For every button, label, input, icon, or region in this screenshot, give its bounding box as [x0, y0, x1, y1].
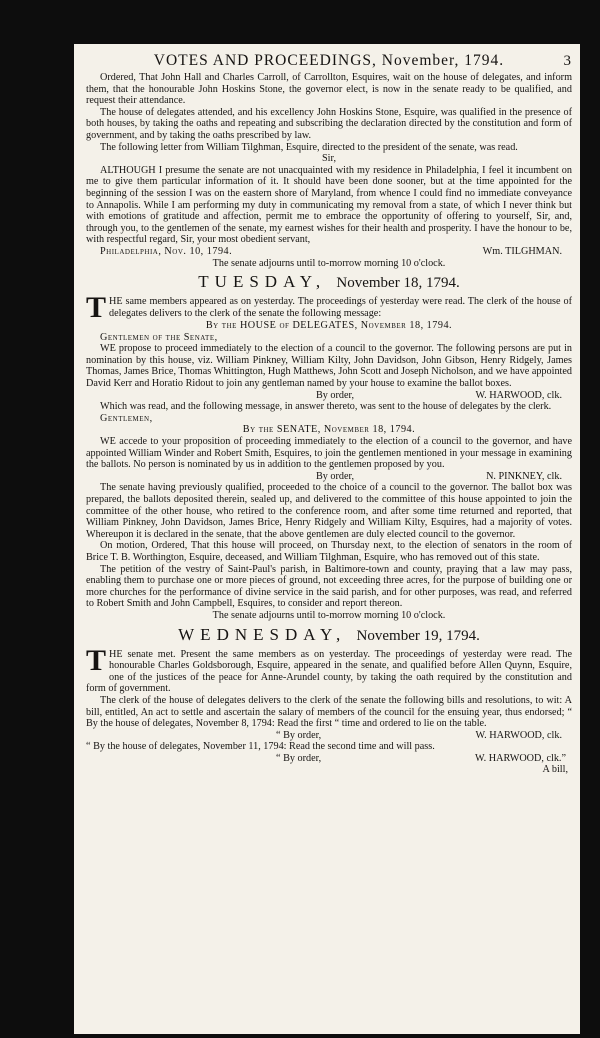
adjournment-notice: The senate adjourns until to-morrow morning 10 o'clock. [212, 257, 446, 269]
adjournment-notice: The senate adjourns until to-morrow morning 10 o'clock. [212, 609, 446, 621]
ballot-paragraph: The senate having previously qualified, proceeded to the choice of a council to the governor. The ballot box was prepared, the ballots deposited therein, sealed up, and delivered to the committee of this house appointed to join the committee of the other house, who retired to the conference room, and after some time returned and reported, that William Pinkney, John Davidson, James Brice, Henry Ridgely and William Kilty, Esquires, had a majority of votes. Whereupon it is declared in the senate, that the above gentlemen are duly elected council to the governor. [86, 482, 572, 540]
page-number: 3 [563, 53, 572, 69]
clerk-signature: W. HARWOOD, clk. [475, 389, 562, 401]
day-date: November 18, 1794. [336, 275, 460, 292]
delegates-message: WE propose to proceed immediately to the election of a council to the governor. The following persons are put in nomination by this house, viz. William Pinkney, William Kilty, John Davidson, John Gibson, Henry Ridgely, James Thomas, James Brice, Thomas Whittington, Hugh Matthews, John Scott and Joseph Nicholson, and we have appointed David Kerr and Horatio Ridout to join any gentleman named by your house to examine the ballot boxes. [86, 343, 572, 390]
order-signature-line [86, 471, 572, 483]
delegates-message-heading: By the HOUSE of DELEGATES, November 18, 1794. [205, 320, 453, 332]
letter-body: ALTHOUGH I presume the senate are not unacquainted with my residence in Philadelphia, I feel it incumbent on me to give them particular information of it. It should have been done sooner, but at the time appointed for the beginning of the session I was on the eastern shore of Maryland, from whence I could find no immediate conveyance to Annapolis. While I am performing my duty in communicating my removal from a state, of which I never think but with emotions of gratitude and affection, permit me to embrace the opportunity of offering to yourself, Sir, and, through you, to the gentlemen of the senate, my earnest wishes for their health and prosperity. I have the honour to be, with respectful regard, Sir, your most obedient servant, [86, 164, 572, 246]
day-date: November 19, 1794. [356, 627, 480, 644]
answer-address: Gentlemen, [100, 412, 153, 424]
qualification-paragraph: The house of delegates attended, and his excellency John Hoskins Stone, Esquire, was qualified in the presence of both houses, by taking the oaths and repeating and subscribing the declaration directed by the constitution and form of government, and by taking the oaths prescribed by law. [86, 106, 572, 141]
by-order-label: By order, [316, 470, 355, 482]
answer-intro: Which was read, and the following message, in answer thereto, was sent to the house of delegates by the clerk. [100, 401, 552, 413]
bills-paragraph: The clerk of the house of delegates delivers to the clerk of the senate the following bills and resolutions, to wit: A bill, entitled, An act to settle and ascertain the salary of members of the council for the ensuing year, thus endorsed; “ By the house of delegates, November 8, 1794: Read the first “ time and ordered to lie on the table. [86, 694, 572, 730]
tuesday-heading [86, 272, 572, 293]
order-signature-line [86, 753, 572, 765]
tuesday-message-intro: The clerk of the house of delegates delivers to the clerk of the senate the following message: [109, 296, 572, 319]
wednesday-heading [86, 625, 572, 646]
by-order-label: By order, [316, 389, 355, 401]
day-name: TUESDAY, [198, 272, 327, 292]
catchword: A bill, [542, 764, 568, 776]
by-order-label: “ By order, [276, 729, 322, 741]
motion-paragraph: On motion, Ordered, That this house will proceed, on Thursday next, to the election of senators in the room of Brice T. B. Worthington, Esquire, deceased, and William Tilghman, Esquire, who has removed out of this state. [86, 540, 572, 563]
page-title: VOTES AND PROCEEDINGS, November, 1794. [153, 52, 505, 69]
message-address: Gentlemen of the Senate, [100, 331, 218, 343]
clerk-signature: W. HARWOOD, clk.” [474, 752, 566, 764]
document-page [74, 44, 580, 1034]
wednesday-opening: HE senate met. Present the same members as on yesterday. The proceedings of yesterday were read. The honourable Charles Goldsborough, Esquire, appeared in the senate, and qualified before Allen Quynn, Esquire, one of the justices of the peace for Anne-Arundel county, by taking the oath required by the constitution and form of government. [86, 648, 572, 695]
senate-message-heading: By the SENATE, November 18, 1794. [242, 424, 416, 436]
letter-signer: Wm. TILGHMAN. [482, 245, 562, 257]
text-column [86, 50, 572, 776]
day-name: WEDNESDAY, [178, 624, 347, 644]
tuesday-opening: HE same members appeared as on yesterday. The proceedings of yesterday were read. [109, 296, 466, 308]
clerk-signature: W. HARWOOD, clk. [475, 729, 562, 741]
order-signature-line [86, 390, 572, 402]
letter-signature-line [86, 246, 572, 258]
by-order-label: “ By order, [276, 752, 322, 764]
senate-message: WE accede to your proposition of proceeding immediately to the election of a council to the governor, and have appointed William Winder and Robert Smith, Esquires, to join the gentlemen mentioned in your message in examining the ballots. No person is nominated by us in addition to the gentlemen proposed by you. [86, 436, 572, 471]
letter-place-date: Philadelphia, Nov. 10, 1794. [100, 245, 233, 257]
drop-cap: T [86, 291, 107, 325]
petition-paragraph: The petition of the vestry of Saint-Paul's parish, in Baltimore-town and county, praying that a law may pass, enabling them to purchase one or more pieces of ground, not exceeding three acres, for the purpose of building one or more churches for the performance of divine service in the said parish, and for other purposes, was read, and referred to Robert Smith and John Campbell, Esquires, to consider and report thereon. [86, 563, 572, 610]
letter-salutation: Sir, [321, 153, 337, 165]
second-reading: “ By the house of delegates, November 11, 1794: Read the second time and will pass. [86, 741, 435, 753]
drop-cap: T [86, 643, 107, 677]
order-signature-line [86, 730, 572, 742]
order-paragraph: Ordered, That John Hall and Charles Carroll, of Carrollton, Esquires, wait on the house of delegates, and inform them, that the honourable John Hoskins Stone, the governor elect, is now in the senate ready to be qualified, and request their attendance. [86, 72, 572, 107]
running-head [86, 50, 572, 72]
letter-intro: The following letter from William Tilghman, Esquire, directed to the president of the senate, was read. [100, 141, 518, 153]
clerk-signature: N. PINKNEY, clk. [486, 470, 562, 482]
